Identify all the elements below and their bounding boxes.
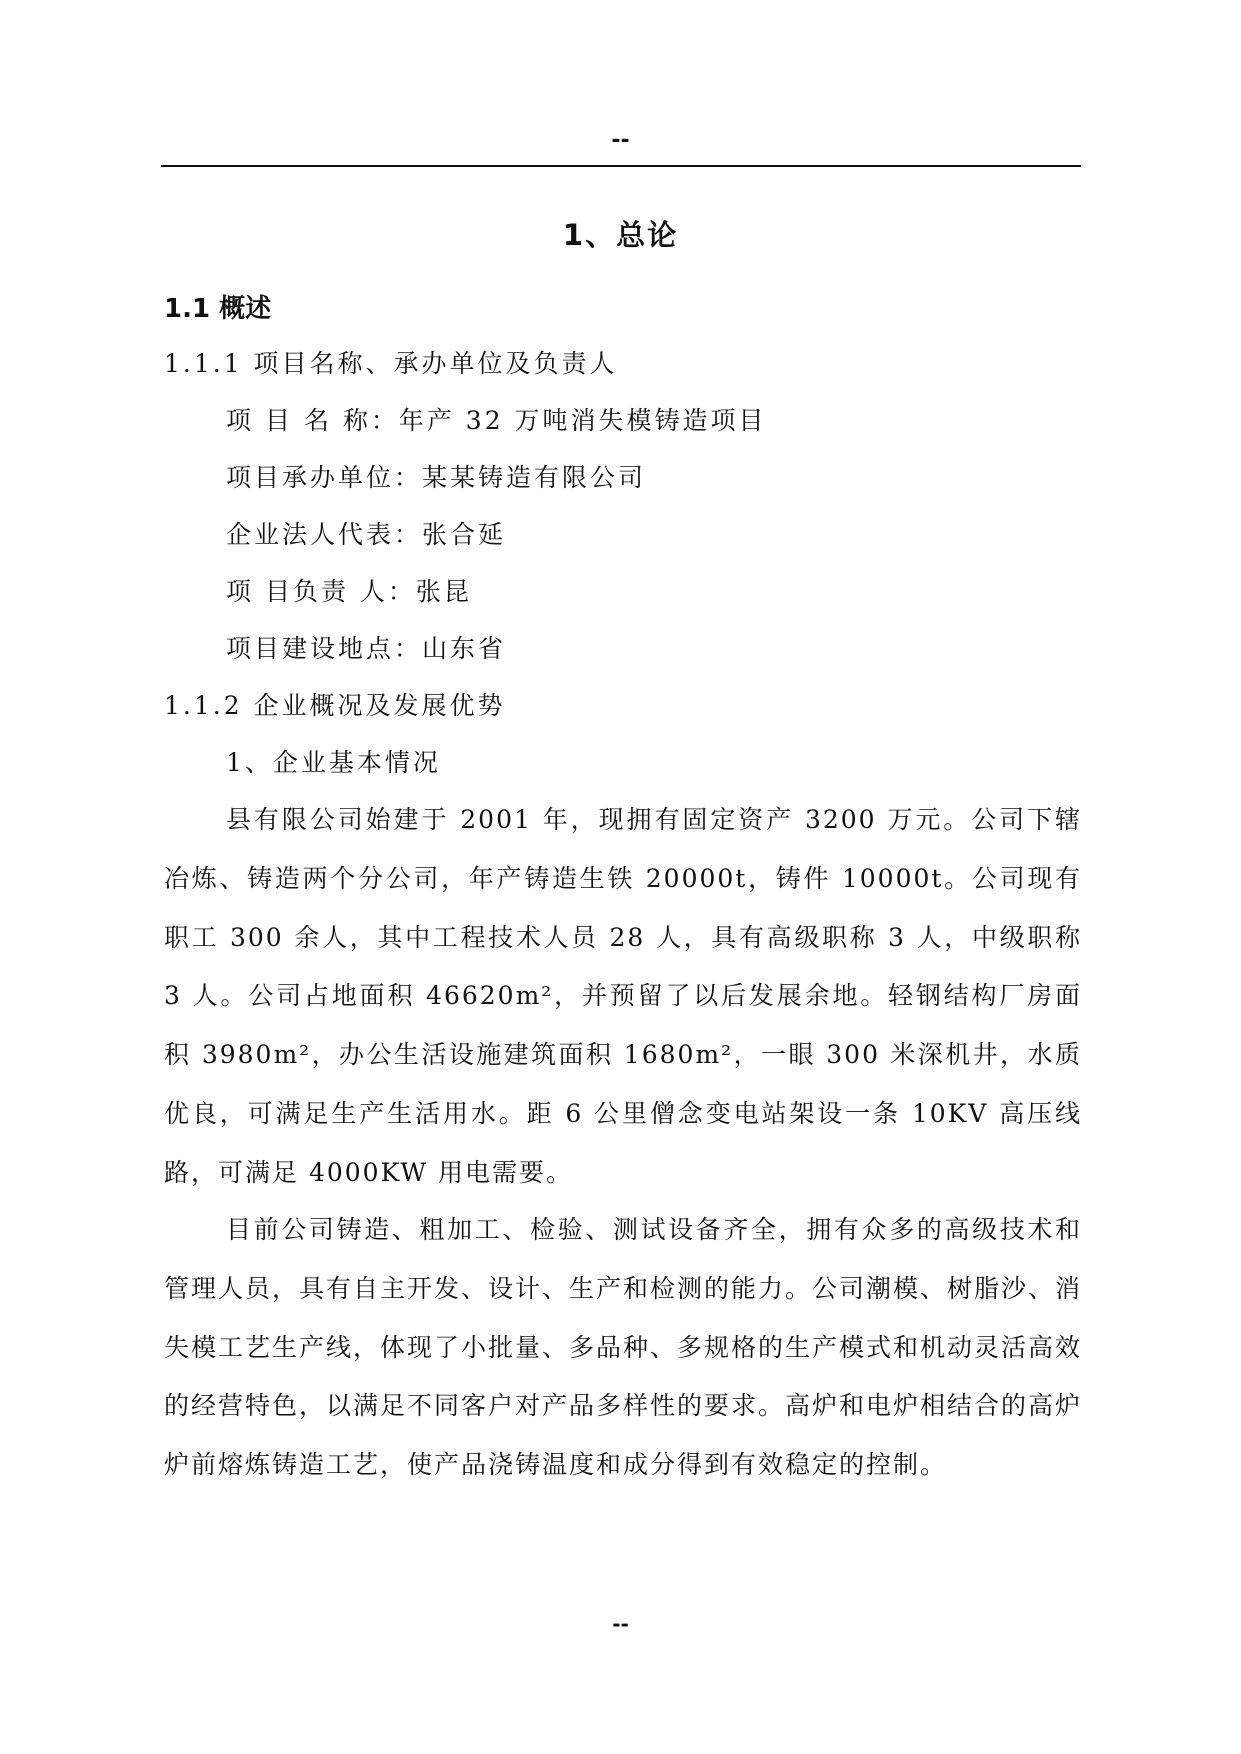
section-title: 1.1 概述 (164, 294, 272, 324)
project-location-value: 山东省 (422, 634, 507, 663)
project-name-value: 年产 32 万吨消失模铸造项目 (398, 406, 767, 435)
legal-representative-field (226, 518, 1066, 552)
project-location-label: 项目建设地点： (226, 634, 423, 663)
project-undertaker-value: 某某铸造有限公司 (422, 463, 647, 492)
legal-representative-value: 张合延 (422, 520, 507, 549)
project-leader-label: 项 目负责 人： (226, 577, 416, 606)
item-heading-basic-info: 1、企业基本情况 (226, 748, 441, 777)
legal-representative-label: 企业法人代表： (226, 520, 423, 549)
footer-mark: -- (612, 1612, 629, 1636)
project-name-field (226, 404, 1066, 438)
chapter-title: 1、总论 (562, 218, 679, 252)
project-undertaker-label: 项目承办单位： (226, 463, 423, 492)
project-leader-field (226, 575, 1066, 609)
header-mark: -- (611, 128, 630, 153)
project-name-label: 项 目 名 称： (226, 406, 399, 435)
project-leader-value: 张昆 (415, 577, 472, 606)
header-rule (161, 165, 1081, 167)
company-capability-paragraph: 目前公司铸造、粗加工、检验、测试设备齐全，拥有众多的高级技术和管理人员，具有自主开发、设计、生产和检测的能力。公司潮模、树脂沙、消失模工艺生产线，体现了小批量、多品种、多规格的生产模式和机动灵活高效的经营特色，以满足不同客户对产品多样性的要求。高炉和电炉相结合的高炉炉前熔炼铸造工艺，使产品浇铸温度和成分得到有效稳定的控制。 (164, 1215, 1083, 1480)
subsection-heading-1-1-1: 1.1.1 项目名称、承办单位及负责人 (164, 349, 618, 378)
project-undertaker-field (226, 461, 1066, 495)
company-overview-paragraph: 县有限公司始建于 2001 年，现拥有固定资产 3200 万元。公司下辖冶炼、铸造两个分公司，年产铸造生铁 20000t，铸件 10000t。公司现有职工 300 余人，其中工程技术人员 28 人，具有高级职称 3 人，中级职称 3 人。公司占地面积 46620m²，并预留了以后发展余地。轻钢结构厂房面积 3980m²，办公生活设施建筑面积 1680m²，一眼 300 米深机井，水质优良，可满足生产生活用水。距 6 公里僧念变电站架设一条 10KV 高压线路，可满足 4000KW 用电需要。 (164, 805, 1082, 1187)
project-location-field (226, 632, 1066, 666)
subsection-heading-1-1-2: 1.1.2 企业概况及发展优势 (164, 691, 506, 720)
